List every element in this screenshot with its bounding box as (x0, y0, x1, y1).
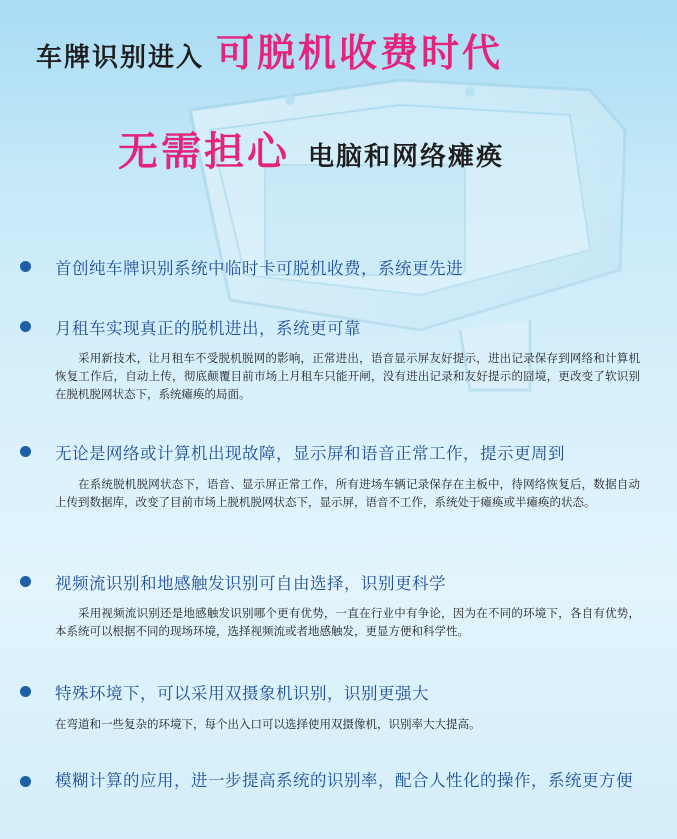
bullet-icon (20, 776, 31, 787)
bullet-icon (20, 446, 31, 457)
bullet-icon (20, 686, 31, 697)
bullet-icon (20, 261, 31, 272)
feature-heading: 模糊计算的应用，进一步提高系统的识别率，配合人性化的操作，系统更方便 (55, 771, 633, 790)
feature-heading: 月租车实现真正的脱机进出，系统更可靠 (55, 319, 361, 338)
headline-2-tail: 电脑和网络瘫痪 (308, 142, 505, 172)
bullet-icon (20, 321, 31, 332)
bullet-icon (20, 576, 31, 587)
feature-description: 在弯道和一些复杂的环境下，每个出入口可以选择使用双摄像机，识别率大大提高。 (55, 717, 481, 731)
hero-header (0, 0, 677, 200)
headline-1-emphasis: 可脱机收费时代 (216, 31, 504, 75)
feature-heading: 无论是网络或计算机出现故障，显示屏和语音正常工作，提示更周到 (55, 444, 565, 463)
feature-description: 采用视频流识别还是地感触发识别哪个更有优势，一直在行业中有争论，因为在不同的环境下，各自有优势，本系统可以根据不同的现场环境，选择视频流或者地感触发，更显方便和科学性。 (55, 606, 640, 638)
feature-description: 在系统脱机脱网状态下，语音、显示屏正常工作，所有进场车辆记录保存在主板中，待网络恢复后，数据自动上传到数据库，改变了目前市场上脱机脱网状态下，显示屏，语音不工作，系统处于瘫痪或半瘫痪的状态。 (55, 477, 640, 509)
headline-1 (36, 22, 504, 75)
feature-heading: 特殊环境下，可以采用双摄象机识别，识别更强大 (55, 684, 429, 703)
headline-1-lead: 车牌识别进入 (36, 43, 205, 73)
headline-2 (118, 120, 504, 176)
feature-description: 采用新技术，让月租车不受脱机脱网的影响，正常进出，语音显示屏友好提示，进出记录保存到网络和计算机恢复工作后，自动上传，彻底颠覆目前市场上月租车只能开闸，没有进出记录和友好提示的囧境，更改变了软识别在脱机脱网状态下，系统瘫痪的局面。 (55, 351, 640, 401)
headline-2-emphasis: 无需担心 (118, 129, 290, 175)
feature-heading: 首创纯车牌识别系统中临时卡可脱机收费，系统更先进 (55, 259, 463, 278)
feature-heading: 视频流识别和地感触发识别可自由选择，识别更科学 (55, 574, 446, 593)
